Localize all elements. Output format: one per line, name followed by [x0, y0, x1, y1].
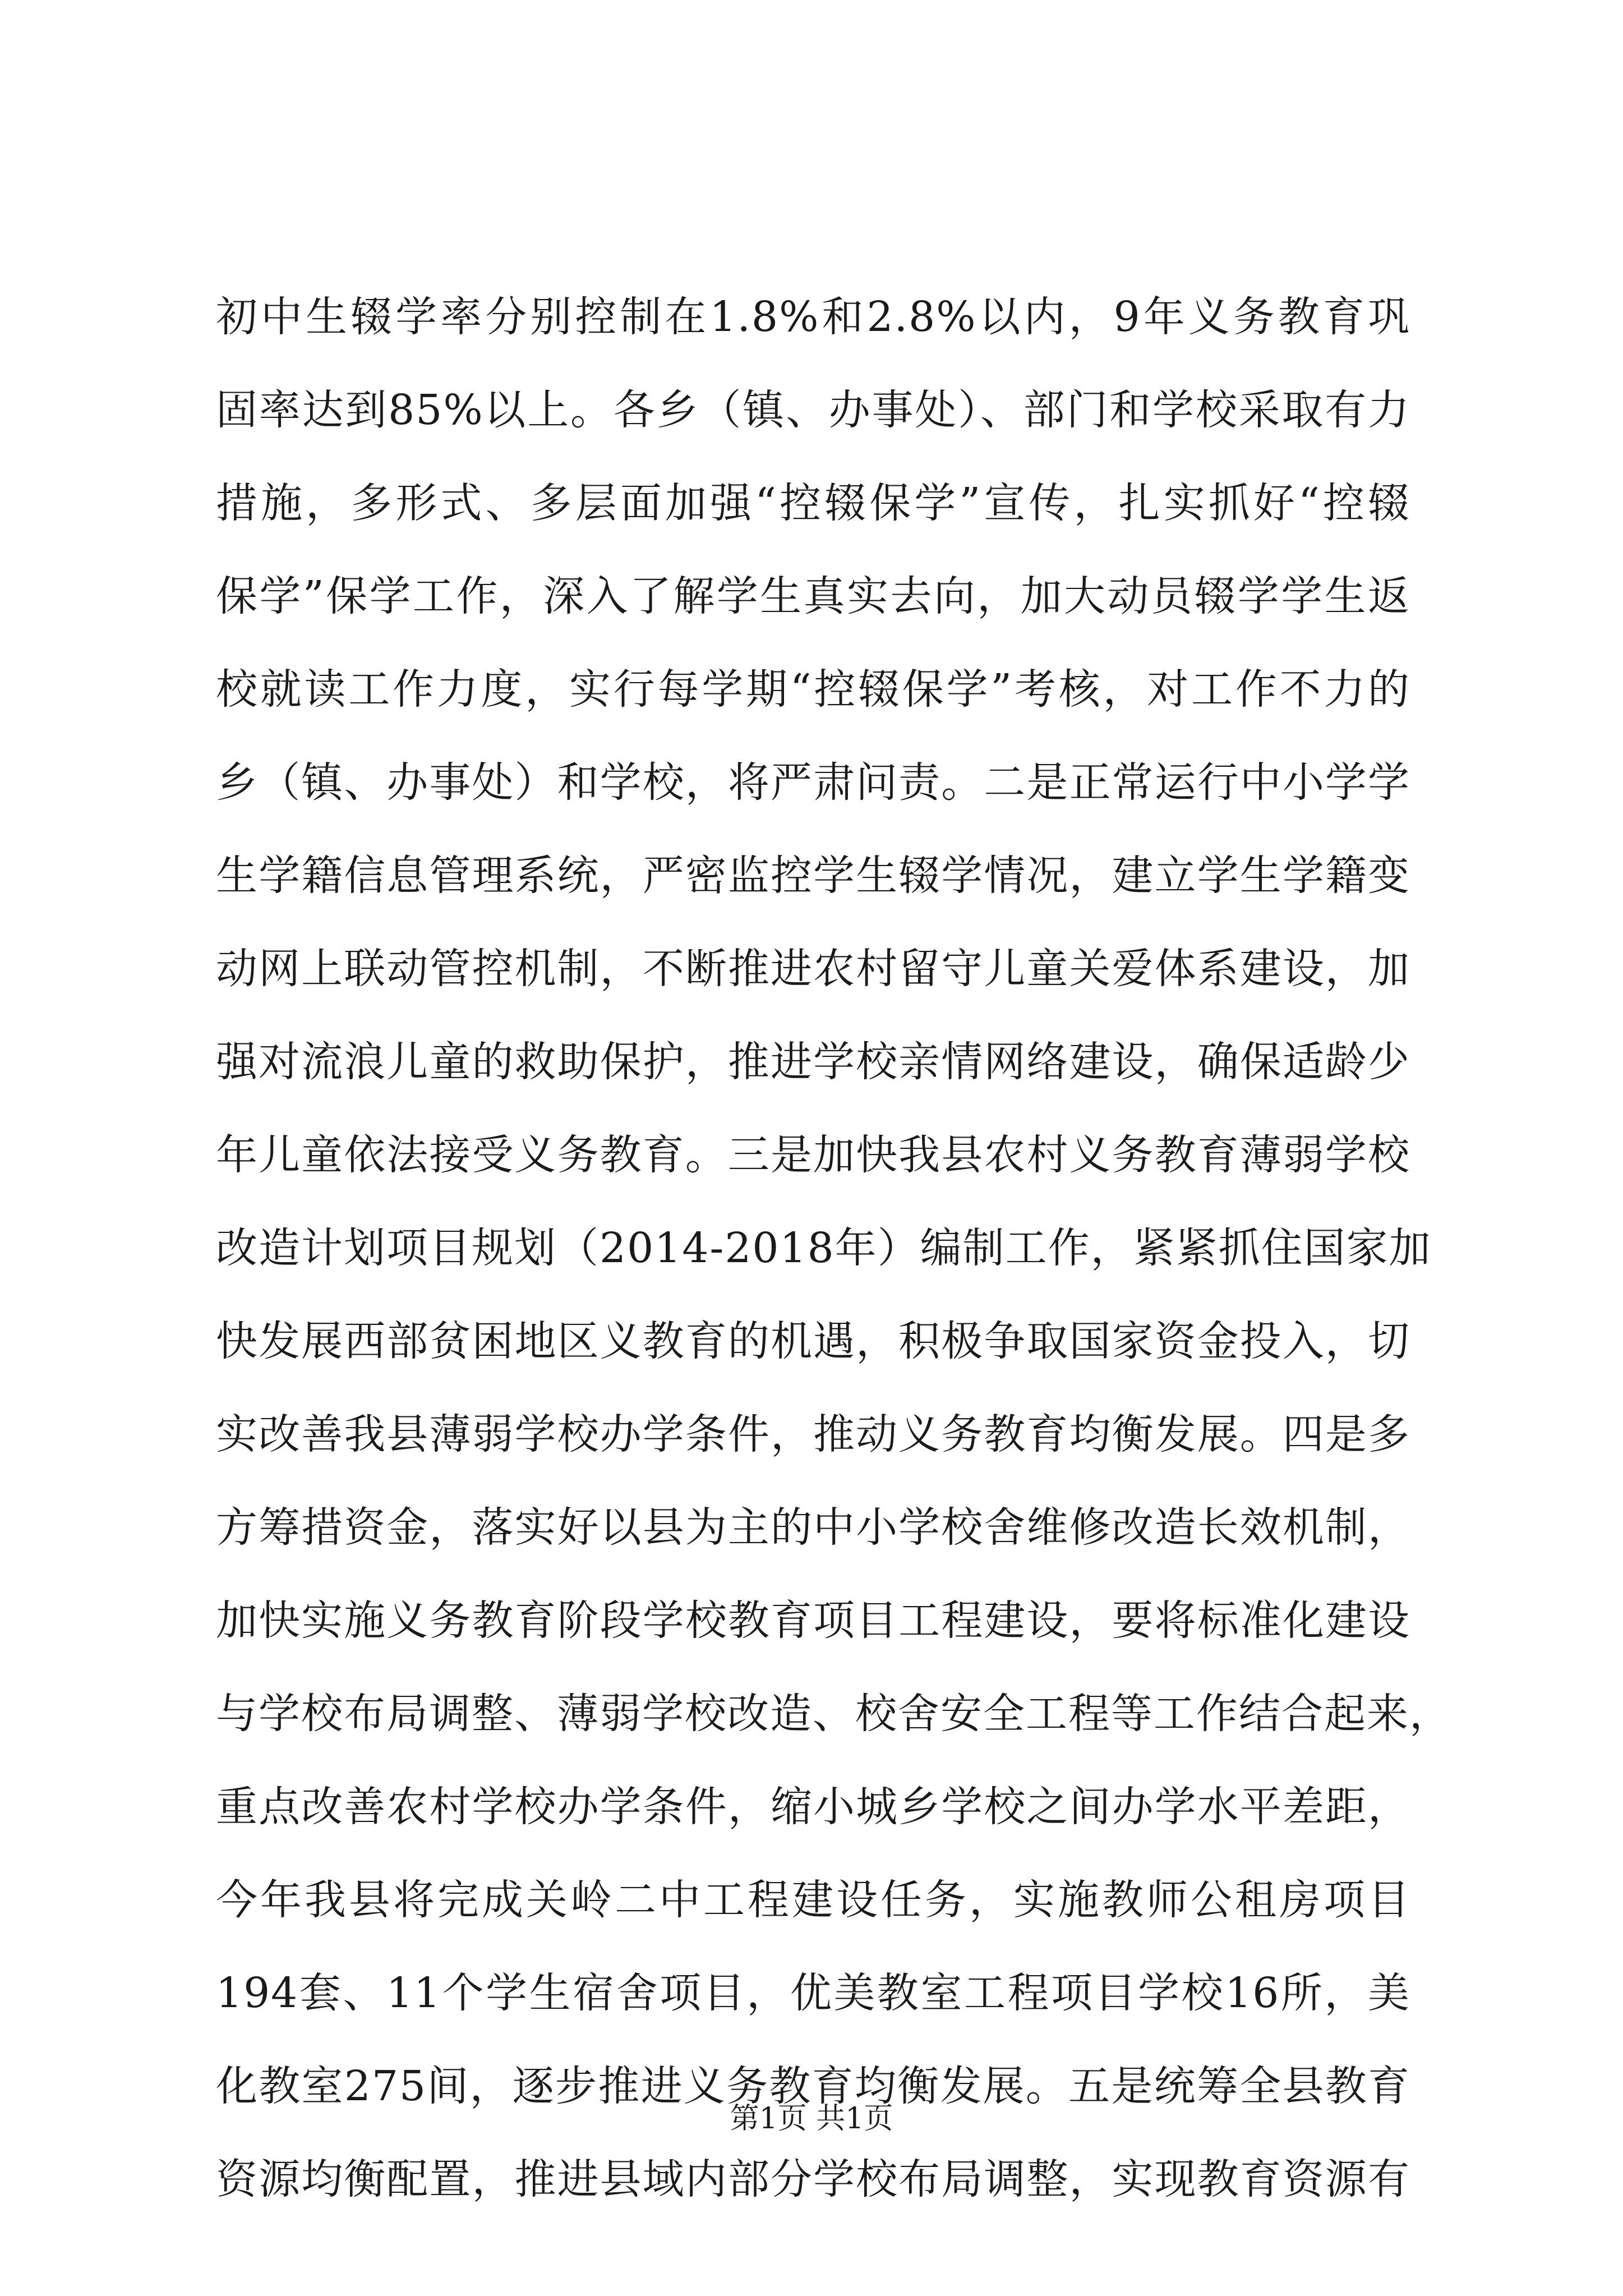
text-line: 加快实施义务教育阶段学校教育项目工程建设，要将标准化建设: [216, 1596, 1410, 1645]
text-line: 校就读工作力度，实行每学期“控辍保学”考核，对工作不力的: [216, 665, 1410, 714]
text-line: 194套、11个学生宿舍项目，优美教室工程项目学校16所，美: [216, 1969, 1410, 2017]
text-line: 措施，多形式、多层面加强“控辍保学”宣传，扎实抓好“控辍: [216, 479, 1410, 527]
text-line: 方筹措资金，落实好以县为主的中小学校舍维修改造长效机制，: [216, 1503, 1410, 1552]
text-line: 固率达到85%以上。各乡（镇、办事处）、部门和学校采取有力: [216, 386, 1410, 434]
text-line: 与学校布局调整、薄弱学校改造、校舍安全工程等工作结合起来，: [216, 1690, 1452, 1738]
text-line: 乡（镇、办事处）和学校，将严肃问责。二是正常运行中小学学: [216, 758, 1410, 807]
body-text: [216, 270, 1452, 2226]
text-line: 保学”保学工作，深入了解学生真实去向，加大动员辍学学生返: [216, 572, 1410, 620]
text-line: 化教室275间，逐步推进义务教育均衡发展。五是统筹全县教育: [216, 2062, 1410, 2110]
text-line: 强对流浪儿童的救助保护，推进学校亲情网络建设，确保适龄少: [216, 1038, 1410, 1086]
text-line: 生学籍信息管理系统，严密监控学生辍学情况，建立学生学籍变: [216, 852, 1410, 900]
text-line: 实改善我县薄弱学校办学条件，推动义务教育均衡发展。四是多: [216, 1410, 1410, 1458]
text-line: 改造计划项目规划（2014-2018年）编制工作，紧紧抓住国家加: [216, 1224, 1432, 1272]
text-line: 快发展西部贫困地区义教育的机遇，积极争取国家资金投入，切: [216, 1317, 1410, 1365]
text-line: 重点改善农村学校办学条件，缩小城乡学校之间办学水平差距，: [216, 1783, 1410, 1831]
text-line: 今年我县将完成关岭二中工程建设任务，实施教师公租房项目: [216, 1876, 1410, 1924]
text-line: 资源均衡配置，推进县域内部分学校布局调整，实现教育资源有: [216, 2155, 1410, 2203]
text-line: 动网上联动管控机制，不断推进农村留守儿童关爱体系建设，加: [216, 945, 1410, 993]
page-footer: 第1页 共1页: [730, 2102, 893, 2136]
text-line: 年儿童依法接受义务教育。三是加快我县农村义务教育薄弱学校: [216, 1131, 1410, 1179]
text-line: 初中生辍学率分别控制在1.8%和2.8%以内，9年义务教育巩: [216, 293, 1410, 341]
